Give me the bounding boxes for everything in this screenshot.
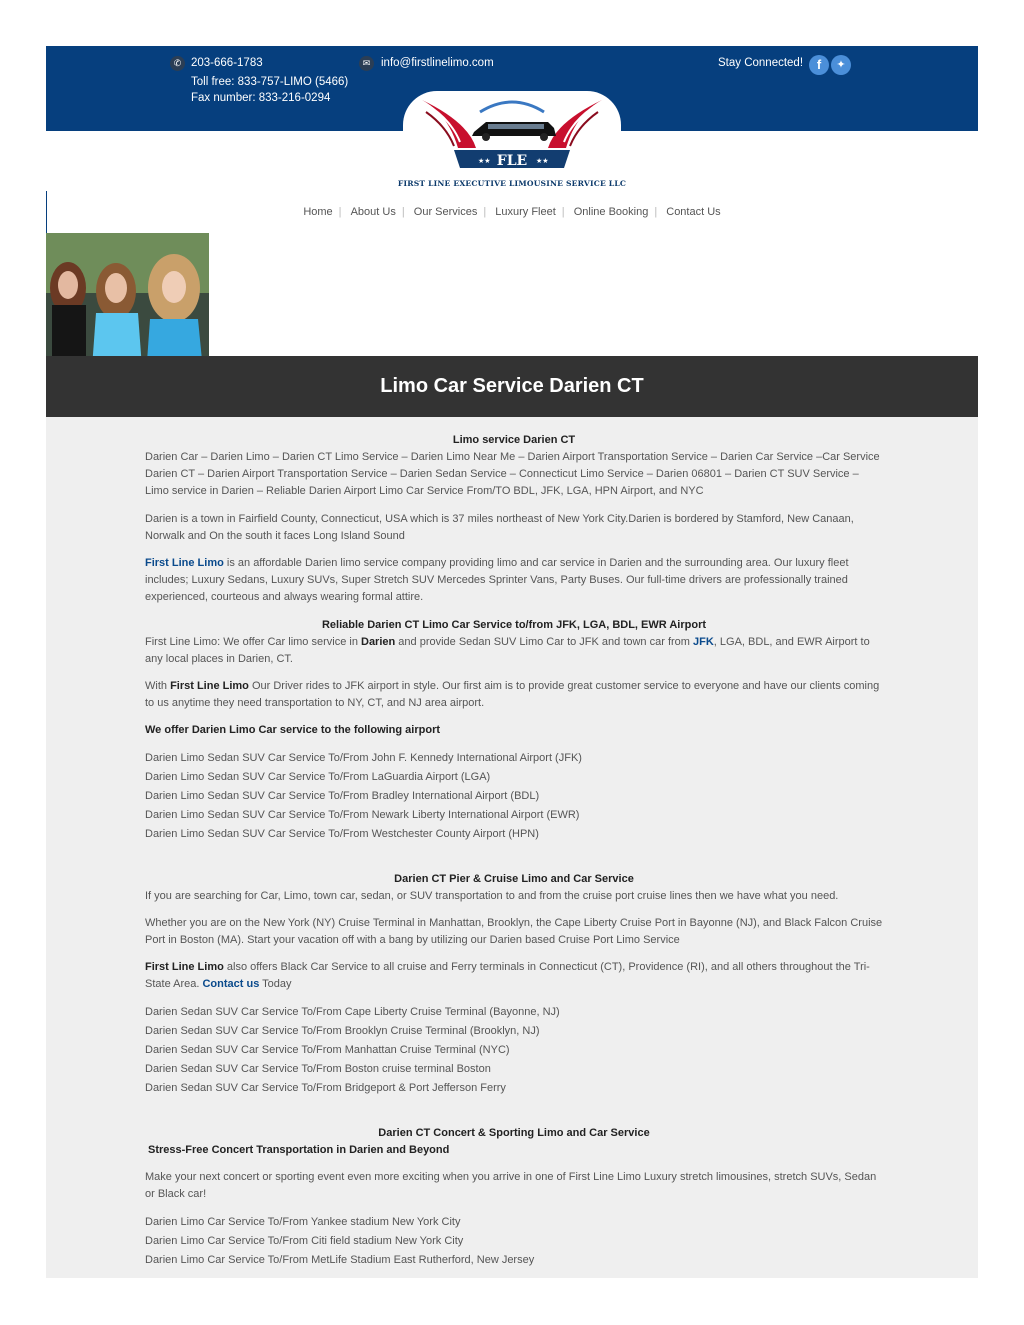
nav-luxury-fleet[interactable]: Luxury Fleet <box>495 206 556 218</box>
section-heading: Darien CT Concert & Sporting Limo and Car Service <box>378 1127 650 1139</box>
phone-icon: ✆ <box>170 56 185 71</box>
list-item: Darien Limo Car Service To/From MetLife Stadium East Rutherford, New Jersey <box>145 1254 535 1266</box>
paragraph: Darien is a town in Fairfield County, Connecticut, USA which is 37 miles northeast of New York City.Darien is bordered by Stamford, New Canaan, Norwalk and On the south it faces Long Island Sound <box>145 513 854 542</box>
first-line-limo-link[interactable]: First Line Limo <box>145 557 224 569</box>
list-item: Darien Sedan SUV Car Service To/From Cape Liberty Cruise Terminal (Bayonne, NJ) <box>145 1006 560 1018</box>
fax-number: Fax number: 833-216-0294 <box>191 92 331 104</box>
main-nav: Home | About Us | Our Services | Luxury Fleet | Online Booking | Contact Us <box>0 206 1024 218</box>
email-link[interactable]: info@firstlinelimo.com <box>381 57 494 69</box>
content-area <box>46 417 978 1278</box>
logo-caption: FIRST LINE EXECUTIVE LIMOUSINE SERVICE LLC <box>397 179 627 188</box>
list-item: Darien Limo Sedan SUV Car Service To/From LaGuardia Airport (LGA) <box>145 771 491 783</box>
list-item: Darien Sedan SUV Car Service To/From Boston cruise terminal Boston <box>145 1063 491 1075</box>
cruise-list <box>145 1003 883 1098</box>
paragraph: Whether you are on the New York (NY) Cruise Terminal in Manhattan, Brooklyn, the Cape Liberty Cruise Port in Bayonne (NJ), and Black Falcon Cruise Port in Boston (MA). Start your vacation off with a bang by utilizing our Darien based Cruise Port Limo Service <box>145 917 883 946</box>
logo-letters: FLE <box>496 153 528 169</box>
list-item: Darien Sedan SUV Car Service To/From Manhattan Cruise Terminal (NYC) <box>145 1044 510 1056</box>
nav-contact-us[interactable]: Contact Us <box>666 206 721 218</box>
paragraph: First Line Limo is an affordable Darien limo service company providing limo and car service in Darien and the surrounding area. Our luxury fleet includes; Luxury Sedans, Luxury SUVs, Super Stretch SUV Mercedes Sprinter Vans, Party Buses. Our full-time drivers are professionally trained experienced, courteous and always wearing formal attire. <box>145 557 849 603</box>
article-body <box>145 417 883 1270</box>
list-item: Darien Limo Car Service To/From Yankee stadium New York City <box>145 1216 461 1228</box>
contact-us-link[interactable]: Contact us <box>202 978 260 990</box>
nav-online-booking[interactable]: Online Booking <box>573 206 649 218</box>
nav-about-us[interactable]: About Us <box>350 206 396 218</box>
phone-number[interactable]: 203-666-1783 <box>191 57 263 69</box>
section-heading: Reliable Darien CT Limo Car Service to/from JFK, LGA, BDL, EWR Airport <box>321 619 707 631</box>
twitter-icon[interactable]: ✦ <box>831 55 851 75</box>
facebook-icon[interactable]: f <box>809 55 829 75</box>
svg-text:★★: ★★ <box>478 158 491 165</box>
list-item: Darien Sedan SUV Car Service To/From Bridgeport & Port Jefferson Ferry <box>145 1082 506 1094</box>
jfk-link[interactable]: JFK <box>693 636 714 648</box>
paragraph: Make your next concert or sporting event even more exciting when you arrive in one of First Line Limo Luxury stretch limousines, stretch SUVs, Sedan or Black car! <box>145 1171 877 1200</box>
toll-free-number[interactable]: Toll free: 833-757-LIMO (5466) <box>191 76 349 88</box>
nav-our-services[interactable]: Our Services <box>413 206 478 218</box>
list-item: Darien Limo Sedan SUV Car Service To/From Newark Liberty International Airport (EWR) <box>145 809 580 821</box>
list-item: Darien Limo Car Service To/From Citi field stadium New York City <box>145 1235 464 1247</box>
list-heading: We offer Darien Limo Car service to the following airport <box>145 724 441 736</box>
paragraph: First Line Limo also offers Black Car Service to all cruise and Ferry terminals in Connecticut (CT), Providence (RI), and all others throughout the Tri-State Area. Contact us Today <box>145 961 870 990</box>
paragraph: If you are searching for Car, Limo, town car, sedan, or SUV transportation to and from the cruise port cruise lines then we have what you need. <box>145 890 839 902</box>
section-heading: Darien CT Pier & Cruise Limo and Car Service <box>394 873 634 885</box>
page-title: Limo Car Service Darien CT <box>46 356 978 417</box>
venue-list <box>145 1213 883 1270</box>
section-heading: Limo service Darien CT <box>452 434 576 446</box>
nav-home[interactable]: Home <box>303 206 333 218</box>
paragraph: With First Line Limo Our Driver rides to JFK airport in style. Our first aim is to provide great customer service to everyone and have our clients coming to us anytime they need transportation to NY, CT, and NJ area airport. <box>145 680 880 709</box>
list-item: Darien Limo Sedan SUV Car Service To/From Bradley International Airport (BDL) <box>145 790 540 802</box>
list-item: Darien Limo Sedan SUV Car Service To/From Westchester County Airport (HPN) <box>145 828 539 840</box>
list-item: Darien Limo Sedan SUV Car Service To/From John F. Kennedy International Airport (JFK) <box>145 752 582 764</box>
list-item: Darien Sedan SUV Car Service To/From Brooklyn Cruise Terminal (Brooklyn, NJ) <box>145 1025 540 1037</box>
airport-list <box>145 749 883 844</box>
email-icon: ✉ <box>359 56 374 71</box>
paragraph: First Line Limo: We offer Car limo service in Darien and provide Sedan SUV Limo Car to JFK and town car from JFK, LGA, BDL, and EWR Airport to any local places in Darien, CT. <box>145 636 870 665</box>
keyword-paragraph: Darien Car – Darien Limo – Darien CT Limo Service – Darien Limo Near Me – Darien Airport Transportation Service – Darien Car Service –Car Service Darien CT – Darien Airport Transportation Service – Darien Sedan Service – Connecticut Limo Service – Darien 06801 – Darien CT SUV Service – Limo service in Darien – Reliable Darien Airport Limo Car Service From/TO BDL, JFK, LGA, HPN Airport, and NYC <box>145 451 880 497</box>
stay-connected-label: Stay Connected! <box>718 57 804 69</box>
svg-text:★★: ★★ <box>536 158 549 165</box>
company-logo[interactable] <box>418 92 606 178</box>
section-subheading: Stress-Free Concert Transportation in Darien and Beyond <box>148 1144 450 1156</box>
